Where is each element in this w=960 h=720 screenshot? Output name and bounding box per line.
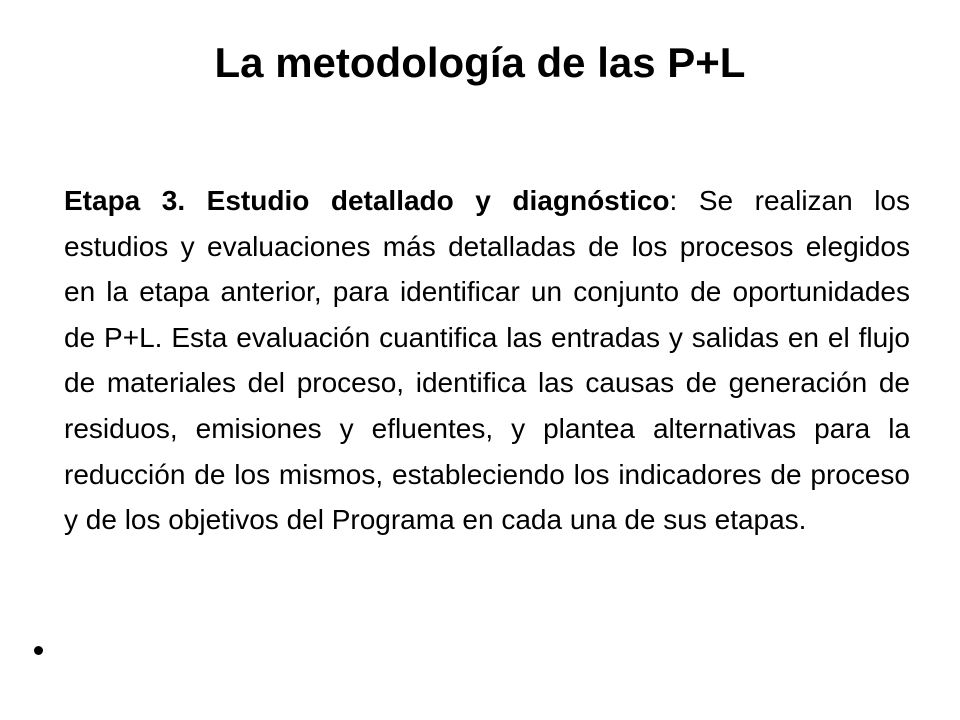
slide-title: La metodología de las P+L: [214, 39, 746, 86]
paragraph-text: Se realizan los estudios y evaluaciones más detalladas de los procesos elegidos en la etapa anterior, para identificar un conjunto de oportunidades de P+L. Esta evaluación cuantifica las entradas y salidas en el flujo de materiales del proceso, identifica las causas de generación de residuos, emisiones y efluentes, y plantea alternativas para la reducción de los mismos, estableciendo los indicadores de proceso y de los objetivos del Programa en cada una de sus etapas.: [64, 185, 911, 536]
body-paragraph: [64, 178, 910, 543]
bullet-dot-icon: [34, 646, 43, 655]
stage-label: Etapa 3. Estudio detallado y diagnóstico: [64, 185, 670, 216]
empty-bullet-line: [30, 632, 50, 672]
label-separator: :: [669, 185, 678, 216]
